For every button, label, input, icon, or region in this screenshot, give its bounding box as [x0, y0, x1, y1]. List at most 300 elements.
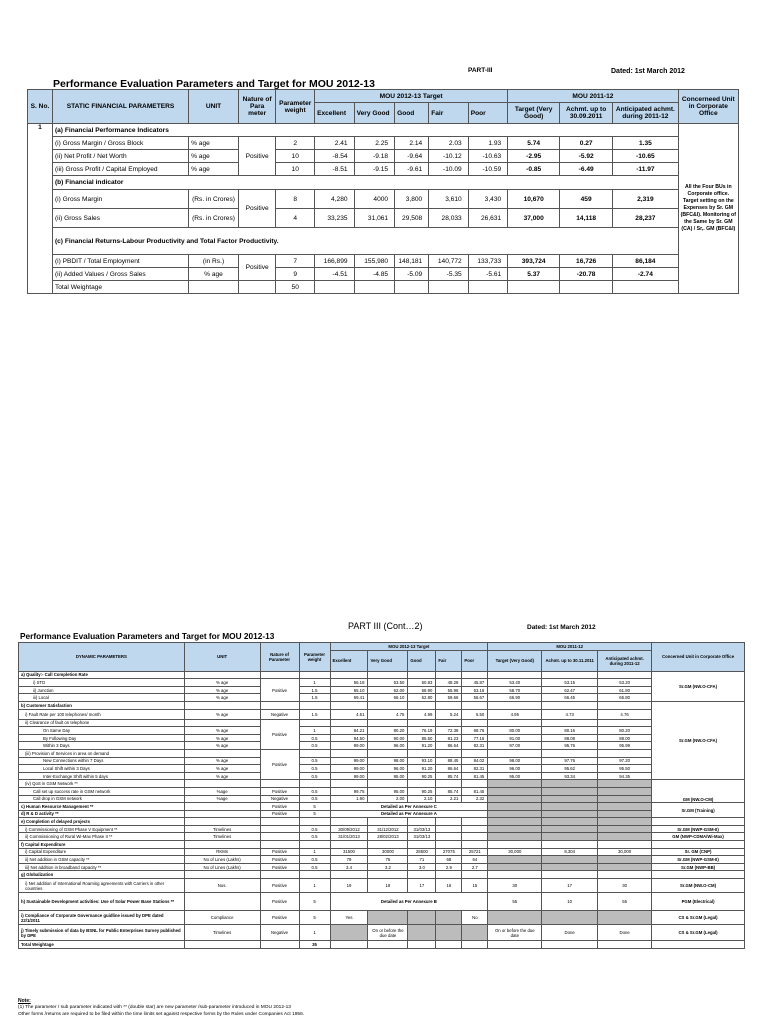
- value-cell: 15: [462, 879, 488, 893]
- sno-cell: 1: [28, 124, 53, 294]
- value-cell: 25721: [462, 848, 488, 856]
- value-cell: 31/01/2013: [330, 833, 368, 841]
- nature-cell: Positive: [260, 749, 299, 779]
- value-cell: 2.21: [436, 795, 462, 803]
- value-cell: 55.96: [436, 686, 462, 694]
- unit-cell: (Rs. in Crores): [189, 190, 239, 209]
- unit-cell: % age: [189, 163, 239, 176]
- value-cell: 17: [542, 879, 598, 893]
- value-cell: 96.00: [368, 742, 408, 750]
- table-row: [28, 150, 739, 163]
- table-row: [19, 863, 745, 871]
- office-cell: Sr.GM (NW.O-CM): [652, 879, 745, 893]
- annexure-cell: Detailed as Per Annexure A: [330, 810, 488, 818]
- office-cell: PGM (Electrical): [652, 893, 745, 911]
- weight-cell: 5: [299, 911, 330, 925]
- value-cell: 62.80: [408, 694, 436, 702]
- value-cell: 50.83: [408, 679, 436, 687]
- hdr-good: Good: [395, 103, 429, 124]
- hdr-mou-prev: MOU 2011-12: [508, 90, 678, 103]
- table-row: [19, 734, 745, 742]
- unit-cell: % age: [184, 686, 260, 694]
- param-cell: j) Timely submission of data by BSNL for Public Enterprises Survey published by DPE: [19, 925, 185, 941]
- param-cell: iii) Local: [19, 694, 185, 702]
- value-cell: 4.95: [488, 709, 542, 719]
- value-cell: -4.51: [315, 268, 354, 281]
- value-cell: 2,319: [613, 190, 678, 209]
- table-row: [28, 190, 739, 209]
- value-cell: Yes: [330, 911, 368, 925]
- date-label-2: Dated: 1st March 2012: [527, 624, 596, 631]
- param-cell: On Same Day: [19, 727, 185, 735]
- value-cell: No: [462, 911, 488, 925]
- value-cell: -5.61: [468, 268, 507, 281]
- annexure-cell: Detailed as Per Annexure B: [330, 893, 488, 911]
- value-cell: -6.49: [560, 163, 613, 176]
- param-cell: i) STD: [19, 679, 185, 687]
- hdr-unit-office: Concerneed Unit in Corporate Office: [678, 90, 738, 124]
- value-cell: 55: [488, 893, 542, 911]
- nature-cell: Positive: [260, 679, 299, 702]
- weight-cell: 0.5: [299, 795, 330, 803]
- value-cell: 66.10: [368, 694, 408, 702]
- value-cell: 99.00: [330, 757, 368, 765]
- param-cell: Local Shift within 3 Days: [19, 765, 185, 773]
- unit-cell: Timelines: [184, 833, 260, 841]
- weight-cell: 4: [276, 209, 315, 228]
- value-cell: 77.16: [462, 734, 488, 742]
- value-cell: 79: [330, 856, 368, 864]
- unit-cell: Nos.: [184, 879, 260, 893]
- nature-cell: Positive: [260, 911, 299, 925]
- value-cell: 58.90: [408, 686, 436, 694]
- hdr-target: Target (Very Good): [508, 103, 560, 124]
- nature-cell: Negative: [260, 925, 299, 941]
- value-cell: 30000: [368, 848, 408, 856]
- value-cell: 140,772: [429, 255, 468, 268]
- value-cell: 2.03: [429, 137, 468, 150]
- value-cell: 68: [436, 856, 462, 864]
- value-cell: 65.80: [598, 694, 652, 702]
- value-cell: 2.25: [354, 137, 395, 150]
- value-cell: 90.00: [368, 734, 408, 742]
- param-cell: By Following Day: [19, 734, 185, 742]
- total-row: [28, 281, 739, 294]
- value-cell: 80.20: [598, 727, 652, 735]
- value-cell: 96.00: [488, 765, 542, 773]
- weight-cell: 0.5: [299, 787, 330, 795]
- weight-cell: 0.5: [299, 833, 330, 841]
- total-label: Total Weightage: [52, 281, 188, 294]
- table-row: [19, 679, 745, 687]
- value-cell: 30: [488, 879, 542, 893]
- value-cell: 37,000: [508, 209, 560, 228]
- value-cell: 99.00: [330, 765, 368, 773]
- value-cell: 17: [408, 879, 436, 893]
- value-cell: 5.74: [508, 137, 560, 150]
- table-row: [19, 848, 745, 856]
- table-row: [19, 772, 745, 780]
- value-cell: -8.51: [315, 163, 354, 176]
- value-cell: 58.70: [488, 686, 542, 694]
- value-cell: 80.16: [542, 727, 598, 735]
- value-cell: 28,237: [613, 209, 678, 228]
- table-row: [19, 803, 745, 811]
- value-cell: -10.09: [429, 163, 468, 176]
- value-cell: 14,118: [560, 209, 613, 228]
- param-cell: d) R & D activity **: [19, 810, 185, 818]
- value-cell: 3.4: [330, 863, 368, 871]
- value-cell: 16,726: [560, 255, 613, 268]
- param-cell: (i) Gross Margin / Gross Block: [52, 137, 188, 150]
- weight-cell: 10: [276, 163, 315, 176]
- value-cell: 56.18: [330, 679, 368, 687]
- value-cell: 81.45: [462, 787, 488, 795]
- value-cell: 97.20: [598, 757, 652, 765]
- value-cell: 80.00: [488, 727, 542, 735]
- weight-cell: 5: [299, 893, 330, 911]
- unit-cell: RKMs: [184, 848, 260, 856]
- param-cell: (ii) Gross Sales: [52, 209, 188, 228]
- value-cell: 5.50: [462, 709, 488, 719]
- value-cell: 61.80: [598, 686, 652, 694]
- weight-cell: 2: [276, 137, 315, 150]
- office-a2: Sr.GM (NW.O-CFA): [652, 671, 745, 701]
- unit-cell: (Rs. in Crores): [189, 209, 239, 228]
- value-cell: 28/02/2013: [368, 833, 408, 841]
- param-cell: h) Sustainable Development activities: Use of Solar Power Base Stations **: [19, 893, 185, 911]
- table-row: [19, 742, 745, 750]
- nature-cell: Positive: [238, 190, 275, 228]
- value-cell: 76.19: [408, 727, 436, 735]
- value-cell: 62.47: [542, 686, 598, 694]
- unit-cell: % age: [184, 709, 260, 719]
- param-cell: ii) Junction: [19, 686, 185, 694]
- value-cell: 2.9: [436, 863, 462, 871]
- hdr-very-good: Very Good: [354, 103, 395, 124]
- subsection-label: ii) Clearance of fault on telephone: [19, 719, 185, 727]
- hdr2-poor: Poor: [462, 650, 488, 671]
- hdr2-nature: Nature of Parameter: [260, 643, 299, 672]
- value-cell: 95.76: [542, 742, 598, 750]
- section-e2: e) Completion of delayed projects: [19, 818, 185, 826]
- unit-cell: No of Lines (Lakhs): [184, 856, 260, 864]
- nature-cell: Positive: [260, 848, 299, 856]
- hdr-nature: Nature of Para meter: [238, 90, 275, 124]
- param-cell: Within 3 Days: [19, 742, 185, 750]
- weight-cell: 0.5: [299, 856, 330, 864]
- value-cell: -9.61: [395, 163, 429, 176]
- total-value: 50: [276, 281, 315, 294]
- value-cell: 93.34: [542, 772, 598, 780]
- section-f2: f) Capital Expenditure: [19, 841, 185, 849]
- value-cell: 27075: [436, 848, 462, 856]
- value-cell: 75: [368, 856, 408, 864]
- value-cell: 3.0: [408, 863, 436, 871]
- value-cell: 26,631: [468, 209, 507, 228]
- value-cell: 16: [436, 879, 462, 893]
- nature-cell: Positive: [260, 879, 299, 893]
- total-row: [19, 941, 745, 949]
- weight-cell: 0.5: [299, 742, 330, 750]
- office-cell: GM (NWP-CDMA/Wi-Max): [652, 833, 745, 841]
- value-cell: 66.90: [488, 694, 542, 702]
- weight-cell: 5: [299, 803, 330, 811]
- section-a2: a) Quality:- Call Completion Rate: [19, 671, 185, 679]
- unit-cell: (in Rs.): [189, 255, 239, 268]
- value-cell: 4.76: [598, 709, 652, 719]
- value-cell: 99.00: [330, 742, 368, 750]
- section-g2: g) Globalization: [19, 871, 185, 879]
- value-cell: -5.35: [429, 268, 468, 281]
- table-row: [19, 694, 745, 702]
- value-cell: 91.20: [408, 742, 436, 750]
- hdr2-very-good: Very Good: [368, 650, 408, 671]
- weight-cell: 1: [299, 925, 330, 941]
- hdr2-target: Target (Very Good): [488, 650, 542, 671]
- value-cell: 2.32: [462, 795, 488, 803]
- value-cell: -2.74: [613, 268, 678, 281]
- value-cell: 31/12/2012: [368, 825, 408, 833]
- value-cell: -4.85: [354, 268, 395, 281]
- value-cell: 59.66: [436, 694, 462, 702]
- value-cell: 95.00: [488, 772, 542, 780]
- table-row: [28, 209, 739, 228]
- unit-cell: %age: [184, 795, 260, 803]
- param-cell: (i) Gross Margin: [52, 190, 188, 209]
- value-cell: 5.24: [436, 709, 462, 719]
- weight-cell: 1: [299, 879, 330, 893]
- table-row: [19, 925, 745, 941]
- value-cell: 2.7: [462, 863, 488, 871]
- value-cell: 93.10: [408, 757, 436, 765]
- value-cell: 86,184: [613, 255, 678, 268]
- value-cell: -11.97: [613, 163, 678, 176]
- value-cell: 53.50: [368, 679, 408, 687]
- weight-cell: 0.5: [299, 863, 330, 871]
- unit-cell: % age: [184, 679, 260, 687]
- value-cell: 85.50: [408, 734, 436, 742]
- param-cell: c) Human Resource Management **: [19, 803, 185, 811]
- value-cell: 84.21: [330, 727, 368, 735]
- weight-cell: 0.5: [299, 734, 330, 742]
- hdr2-good: Good: [408, 650, 436, 671]
- value-cell: 90.25: [408, 787, 436, 795]
- value-cell: -8.54: [315, 150, 354, 163]
- note-line-1: (1) The parameter / sub parameter indicated with ** (double star) are new parameter /sub-parameter introduced in MOU 2012-13: [18, 1005, 291, 1010]
- value-cell: 68.76: [462, 727, 488, 735]
- table-row: [19, 879, 745, 893]
- value-cell: 4.75: [368, 709, 408, 719]
- unit-cell: %age: [184, 787, 260, 795]
- value-cell: 48.28: [436, 679, 462, 687]
- value-cell: 95.50: [598, 765, 652, 773]
- value-cell: 33,235: [315, 209, 354, 228]
- value-cell: 10,670: [508, 190, 560, 209]
- note-title: Note:: [18, 998, 31, 1004]
- unit-cell: % age: [184, 734, 260, 742]
- value-cell: 45.87: [462, 679, 488, 687]
- value-cell: -5.92: [560, 150, 613, 163]
- office-cell: Sr.GM (Training): [652, 803, 745, 818]
- annexure-cell: Detailed as Per Annexure C: [330, 803, 488, 811]
- table-row: [19, 856, 745, 864]
- value-cell: -10.59: [468, 163, 507, 176]
- value-cell: 88.08: [542, 734, 598, 742]
- hdr-weight: Parameter weight: [276, 90, 315, 124]
- office-cell: CS & Sr.GM (Legal): [652, 925, 745, 941]
- table-row: [19, 825, 745, 833]
- section-c: (c) Financial Returns-Labour Productivity and Total Factor Productivity.: [52, 228, 678, 255]
- hdr-anticipated: Anticipated achmt. during 2011-12: [613, 103, 678, 124]
- office-cell: Sr.GM (NWP-GSM-II): [652, 856, 745, 864]
- value-cell: 28500: [408, 848, 436, 856]
- value-cell: 31/03/13: [408, 825, 436, 833]
- value-cell: 71: [408, 856, 436, 864]
- hdr2-excellent: Excellent: [330, 650, 368, 671]
- value-cell: 4.99: [408, 709, 436, 719]
- hdr-poor: Poor: [468, 103, 507, 124]
- date-label: Dated: 1st March 2012: [611, 68, 685, 75]
- unit-cell: Timelines: [184, 925, 260, 941]
- value-cell: -0.85: [508, 163, 560, 176]
- param-cell: Inter-Exchange Shift within 5 days: [19, 772, 185, 780]
- unit-cell: % age: [184, 757, 260, 765]
- value-cell: 94.35: [598, 772, 652, 780]
- param-cell: (i) PBDIT / Total Employment: [52, 255, 188, 268]
- unit-cell: % age: [184, 772, 260, 780]
- unit-cell: Compliance: [184, 911, 260, 925]
- value-cell: 95.00: [368, 772, 408, 780]
- value-cell: 95.99: [598, 742, 652, 750]
- value-cell: 82.31: [462, 765, 488, 773]
- value-cell: 1.90: [330, 795, 368, 803]
- param-cell: ii) Commissioning of Rural Wi-Max Phase II **: [19, 833, 185, 841]
- nature-cell: Positive: [260, 863, 299, 871]
- param-cell: i) Fault Rate per 100 telephones/ month: [19, 709, 185, 719]
- weight-cell: 1.5: [299, 709, 330, 719]
- table-row: [19, 709, 745, 719]
- static-financial-table: [27, 89, 739, 294]
- nature-cell: Positive: [238, 255, 275, 281]
- value-cell: 10: [542, 893, 598, 911]
- subsection-label: (iv) QoS in GSM Network **: [19, 780, 185, 788]
- weight-cell: 1: [299, 848, 330, 856]
- nature-cell: Positive: [260, 810, 299, 818]
- nature-cell: Positive: [260, 787, 299, 795]
- weight-cell: 0.5: [299, 757, 330, 765]
- hdr-param: STATIC FINANCIAL PARAMETERS: [52, 90, 188, 124]
- value-cell: 30,000: [488, 848, 542, 856]
- office-b4: GM (NW.O-CM): [652, 780, 745, 803]
- table-row: [19, 686, 745, 694]
- value-cell: 29,508: [395, 209, 429, 228]
- value-cell: 94.50: [330, 734, 368, 742]
- value-cell: 91.20: [408, 765, 436, 773]
- value-cell: 3.2: [368, 863, 408, 871]
- value-cell: 0.27: [560, 137, 613, 150]
- value-cell: 2.10: [408, 795, 436, 803]
- value-cell: Done: [542, 925, 598, 941]
- weight-cell: 8: [276, 190, 315, 209]
- table-row: [28, 268, 739, 281]
- value-cell: -9.15: [354, 163, 395, 176]
- value-cell: 30/09/2012: [330, 825, 368, 833]
- nature-cell: Positive: [260, 856, 299, 864]
- value-cell: 2.00: [368, 795, 408, 803]
- value-cell: 30: [598, 879, 652, 893]
- param-cell: iii) Net addition in broadband capacity **: [19, 863, 185, 871]
- value-cell: 393,724: [508, 255, 560, 268]
- weight-cell: 1: [299, 727, 330, 735]
- total-value: 35: [299, 941, 330, 949]
- hdr-sno: S. No.: [28, 90, 53, 124]
- unit-cell: Timelines: [184, 825, 260, 833]
- weight-cell: 10: [276, 150, 315, 163]
- section-b: (b) Financial indicator: [52, 176, 678, 190]
- value-cell: 53.15: [542, 679, 598, 687]
- param-cell: Call drop in GSM network: [19, 795, 185, 803]
- nature-cell: Positive: [260, 719, 299, 749]
- unit-cell: % age: [184, 742, 260, 750]
- table-row: [19, 757, 745, 765]
- nature-cell: Positive: [260, 893, 299, 911]
- value-cell: 56.67: [462, 694, 488, 702]
- value-cell: 69.41: [330, 694, 368, 702]
- value-cell: 2.41: [315, 137, 354, 150]
- table-row: [28, 137, 739, 150]
- param-cell: (ii) Net Profit / Net Worth: [52, 150, 188, 163]
- weight-cell: 0.5: [299, 765, 330, 773]
- value-cell: 80.20: [368, 727, 408, 735]
- value-cell: -20.78: [560, 268, 613, 281]
- weight-cell: 1: [299, 679, 330, 687]
- unit-cell: % age: [184, 727, 260, 735]
- value-cell: 1.35: [613, 137, 678, 150]
- office-cell: Sr. GM (CNP): [652, 848, 745, 856]
- table-row: [19, 787, 745, 795]
- value-cell: 55: [598, 893, 652, 911]
- value-cell: -9.18: [354, 150, 395, 163]
- value-cell: 81.45: [462, 772, 488, 780]
- weight-cell: 9: [276, 268, 315, 281]
- value-cell: -2.95: [508, 150, 560, 163]
- section-a: (a) Financial Performance Indicators: [52, 124, 678, 137]
- value-cell: 1.93: [468, 137, 507, 150]
- value-cell: 88.45: [436, 757, 462, 765]
- office-cell: Sr.GM (NWP-GSM-II): [652, 825, 745, 833]
- value-cell: 30,000: [598, 848, 652, 856]
- value-cell: 31,061: [354, 209, 395, 228]
- value-cell: 4.73: [542, 709, 598, 719]
- office-cell: All the Four BUs in Corporate office. Target setting on the Expenses by Sr. GM (BFC&I). Monitoring of the Same by Sr. GM (CA) / Sr,. GM (BFC&I): [678, 124, 738, 294]
- value-cell: 148,181: [395, 255, 429, 268]
- note-line-2: Other forms /returns are required to be filed within the time limits set against respective forms by the Rules under Companies Act 1956.: [18, 1012, 305, 1017]
- value-cell: 97.76: [542, 757, 598, 765]
- value-cell: 99.00: [330, 772, 368, 780]
- value-cell: 90.25: [408, 772, 436, 780]
- weight-cell: 0.5: [299, 825, 330, 833]
- weight-cell: 7: [276, 255, 315, 268]
- param-cell: i) Commissioning of GSM Phase V Equipment **: [19, 825, 185, 833]
- table-row: [19, 833, 745, 841]
- unit-cell: % age: [189, 150, 239, 163]
- table-row: [28, 163, 739, 176]
- weight-cell: 1.5: [299, 686, 330, 694]
- table-row: [19, 765, 745, 773]
- part-label-2: PART III (Cont…2): [348, 621, 423, 631]
- param-cell: Call set up success rate in GSM network: [19, 787, 185, 795]
